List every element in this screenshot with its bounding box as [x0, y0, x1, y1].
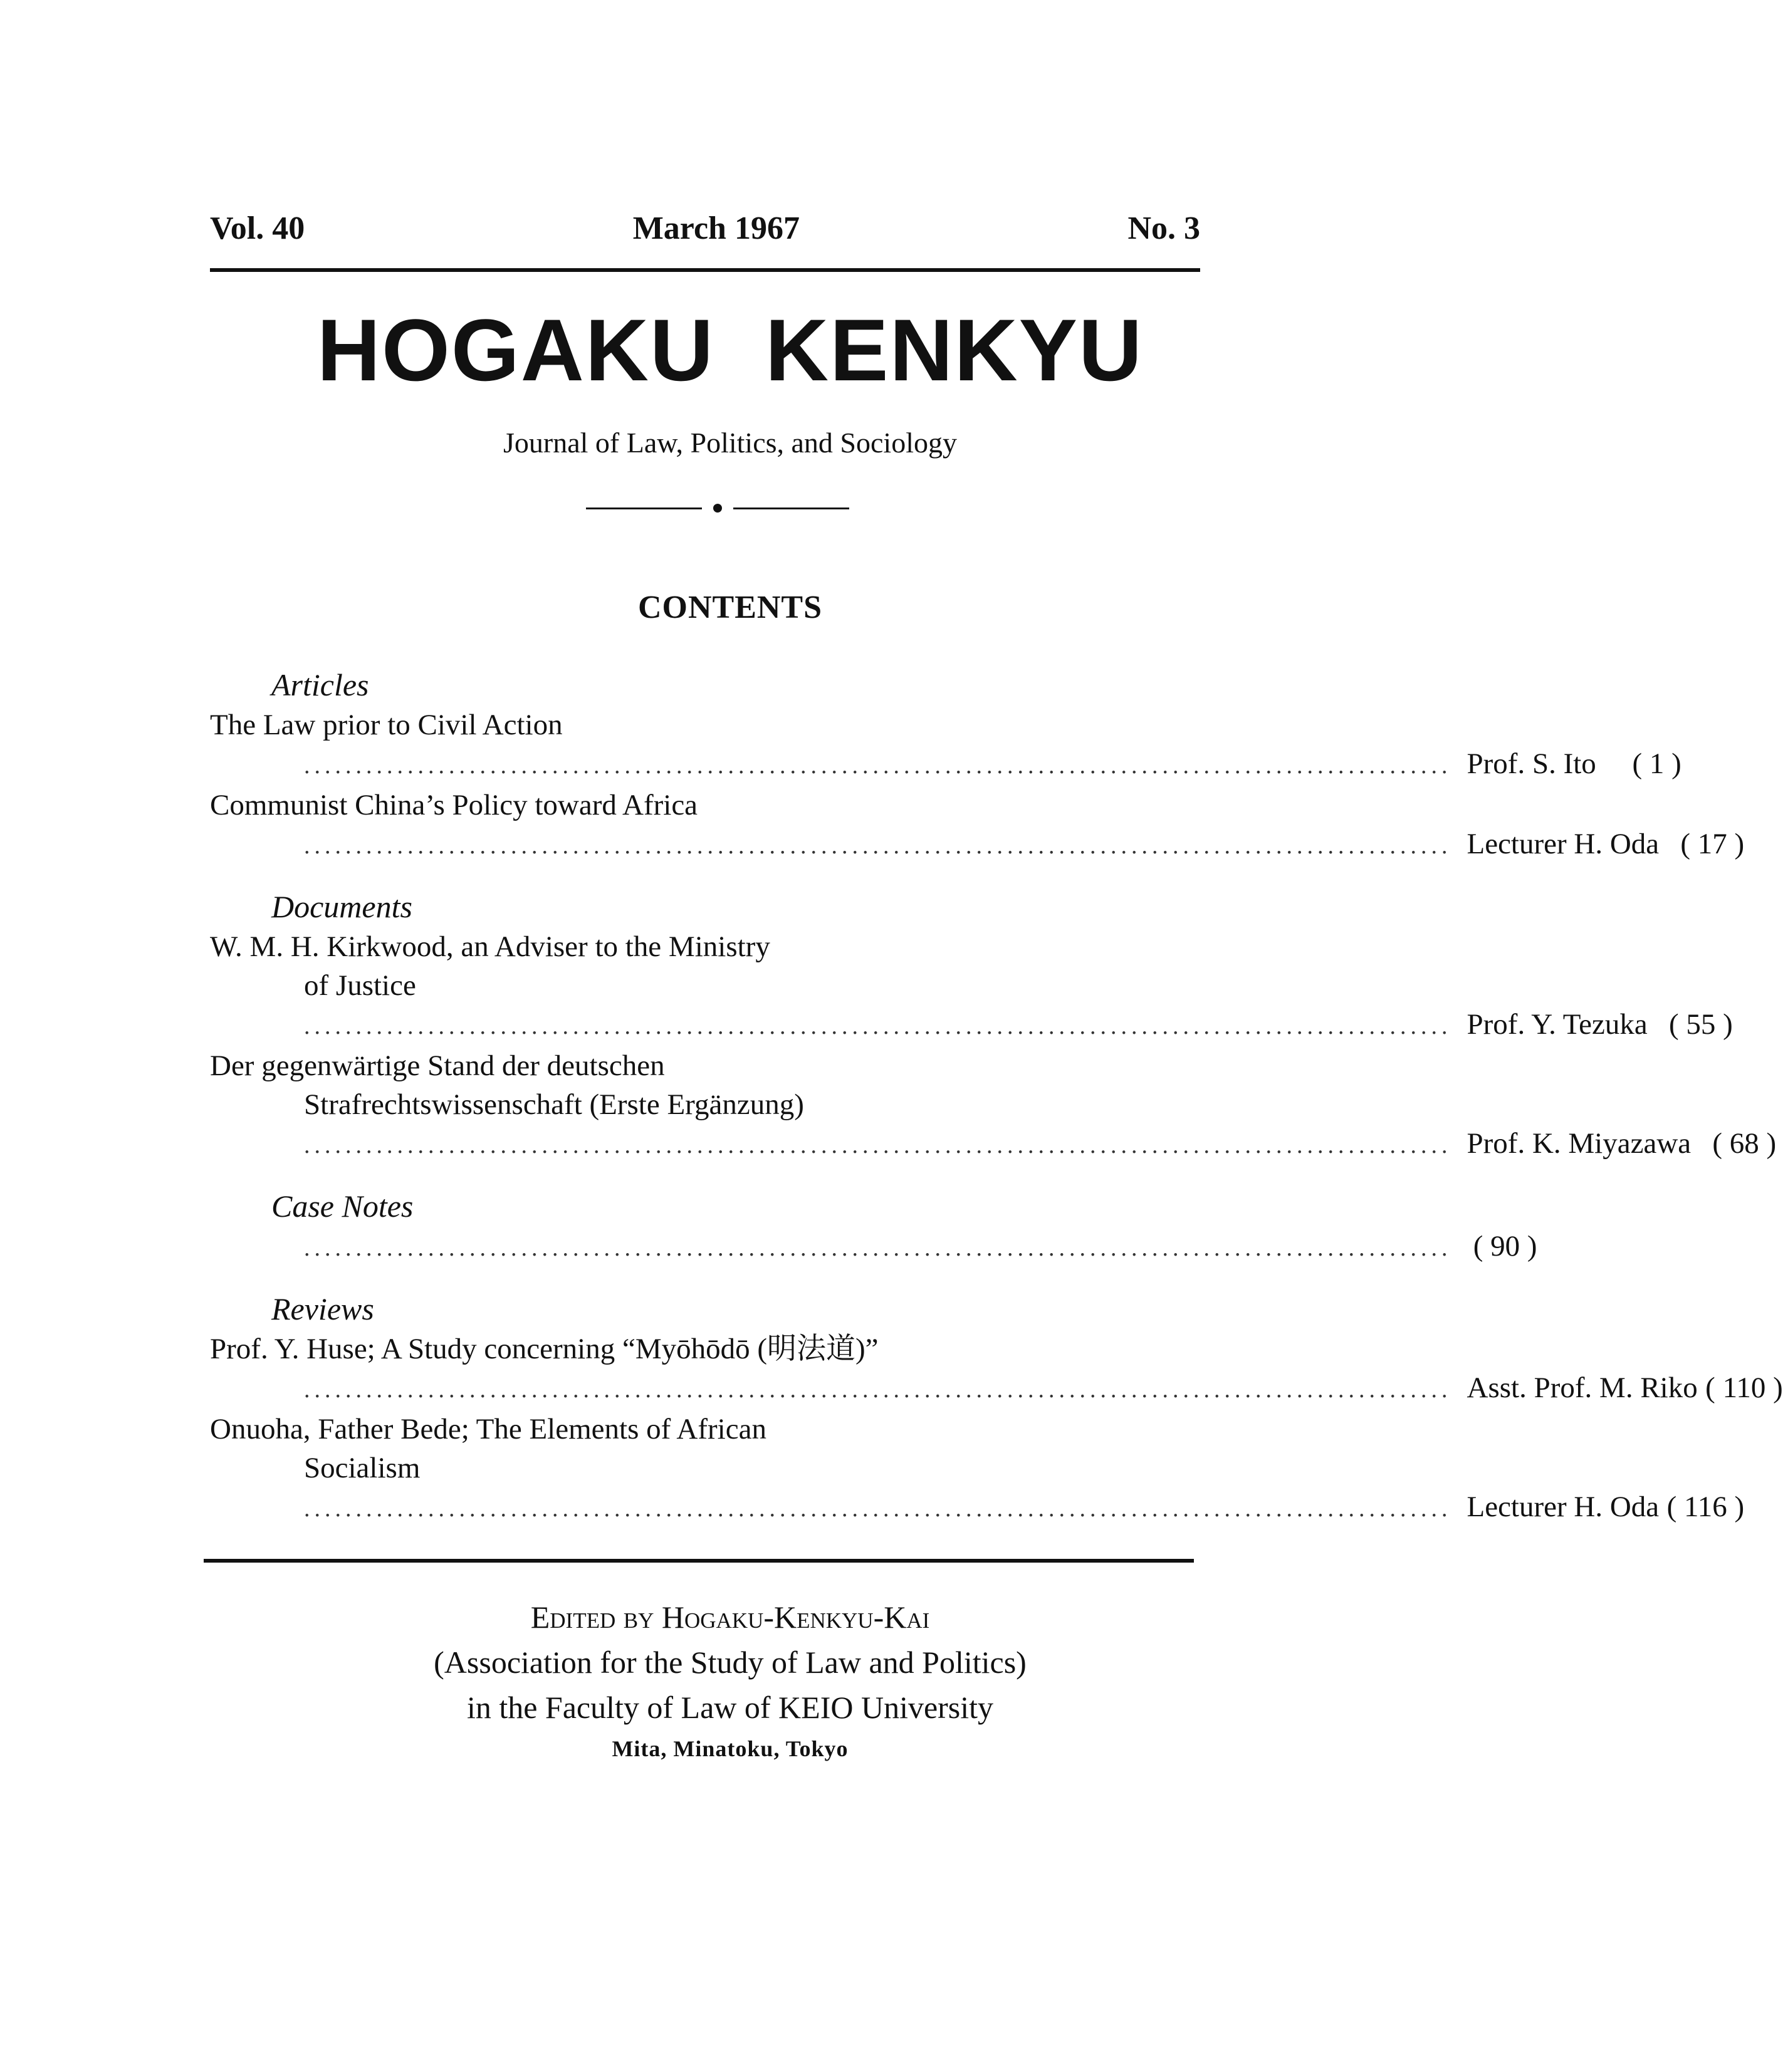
- toc-entry-author: Lecturer H. Oda: [1467, 1491, 1660, 1523]
- toc-entry-author: Prof. S. Ito: [1467, 747, 1596, 780]
- toc-entry-line: [210, 744, 1681, 783]
- colophon-address: Mita, Minatoku, Tokyo: [612, 1736, 849, 1761]
- toc-entry-author: Asst. Prof. M. Riko: [1467, 1372, 1698, 1404]
- leader-dots: ...............................................................................................................: [304, 1496, 1452, 1522]
- toc-entry-page: ( 17 ): [1680, 828, 1745, 860]
- leader-dots: ...............................................................................................................: [304, 752, 1452, 779]
- toc-entry-title: W. M. H. Kirkwood, an Adviser to the Ministry: [210, 930, 770, 963]
- leader-dots: ...............................................................................................................: [304, 1235, 1452, 1261]
- section-case-notes-label: Case Notes: [271, 1189, 414, 1224]
- toc-entry-title-continued: Socialism: [304, 1452, 421, 1484]
- toc-entry-title: Communist China’s Policy toward Africa: [210, 789, 698, 821]
- toc-entry-title-continued: Strafrechtswissenschaft (Erste Ergänzung): [304, 1088, 804, 1121]
- toc-entry-line: [210, 1368, 1783, 1407]
- toc-entry-title: Prof. Y. Huse; A Study concerning “Myōhōdō (明法道)”: [210, 1333, 879, 1365]
- toc-entry-page: ( 55 ): [1668, 1008, 1733, 1041]
- colophon-association: (Association for the Study of Law and Politics): [434, 1645, 1027, 1680]
- toc-entry-title-continued: of Justice: [304, 969, 416, 1002]
- toc-entry-line: [210, 1005, 1733, 1044]
- colophon: [0, 1595, 1460, 1767]
- toc-entry-page: ( 1 ): [1632, 747, 1681, 780]
- section-documents-label: Documents: [271, 889, 412, 924]
- leader-dots: ...............................................................................................................: [304, 1013, 1452, 1039]
- toc-entry-title: Onuoha, Father Bede; The Elements of African: [210, 1413, 766, 1445]
- toc-entry-line: [210, 825, 1745, 863]
- leader-dots: ...............................................................................................................: [304, 1132, 1452, 1158]
- section-articles-label: Articles: [271, 667, 369, 702]
- toc-entry-title: The Law prior to Civil Action: [210, 709, 563, 741]
- toc-entry-page: ( 90 ): [1473, 1230, 1537, 1262]
- toc-entry-page: ( 68 ): [1712, 1127, 1777, 1160]
- ornament-divider: [586, 489, 849, 526]
- ornament-left-line: [586, 508, 702, 509]
- toc-entry-page: ( 116 ): [1666, 1491, 1745, 1523]
- volume-label: Vol. 40: [210, 211, 305, 246]
- issue-date: March 1967: [632, 211, 800, 246]
- toc-entry-author: Prof. Y. Tezuka: [1467, 1008, 1648, 1041]
- colophon-faculty: in the Faculty of Law of KEIO University: [466, 1690, 994, 1725]
- toc-entry-line: [210, 1124, 1777, 1163]
- masthead: [210, 210, 1200, 247]
- top-rule: [210, 268, 1200, 272]
- toc-entry-line: [210, 1487, 1745, 1526]
- ornament-right-line: [733, 508, 849, 509]
- toc-entry-page: ( 110 ): [1705, 1372, 1783, 1404]
- contents-heading: CONTENTS: [637, 590, 823, 625]
- section-reviews-label: Reviews: [271, 1291, 374, 1326]
- table-of-contents: [210, 664, 1783, 1529]
- leader-dots: ...............................................................................................................: [304, 833, 1452, 859]
- toc-entry-author: Lecturer H. Oda: [1467, 828, 1660, 860]
- issue-number: No. 3: [1127, 211, 1200, 246]
- bottom-rule: [204, 1559, 1194, 1563]
- leader-dots: ...............................................................................................................: [304, 1377, 1452, 1403]
- colophon-editor: Edited by Hogaku-Kenkyu-Kai: [530, 1600, 930, 1635]
- journal-subtitle: Journal of Law, Politics, and Sociology: [503, 427, 957, 459]
- journal-title: HOGAKU KENKYU: [316, 301, 1144, 399]
- toc-entry-author: Prof. K. Miyazawa: [1467, 1127, 1691, 1160]
- ornament-dot: [713, 504, 722, 513]
- toc-entry-title: Der gegenwärtige Stand der deutschen: [210, 1049, 665, 1082]
- toc-entry-line: [210, 1227, 1537, 1266]
